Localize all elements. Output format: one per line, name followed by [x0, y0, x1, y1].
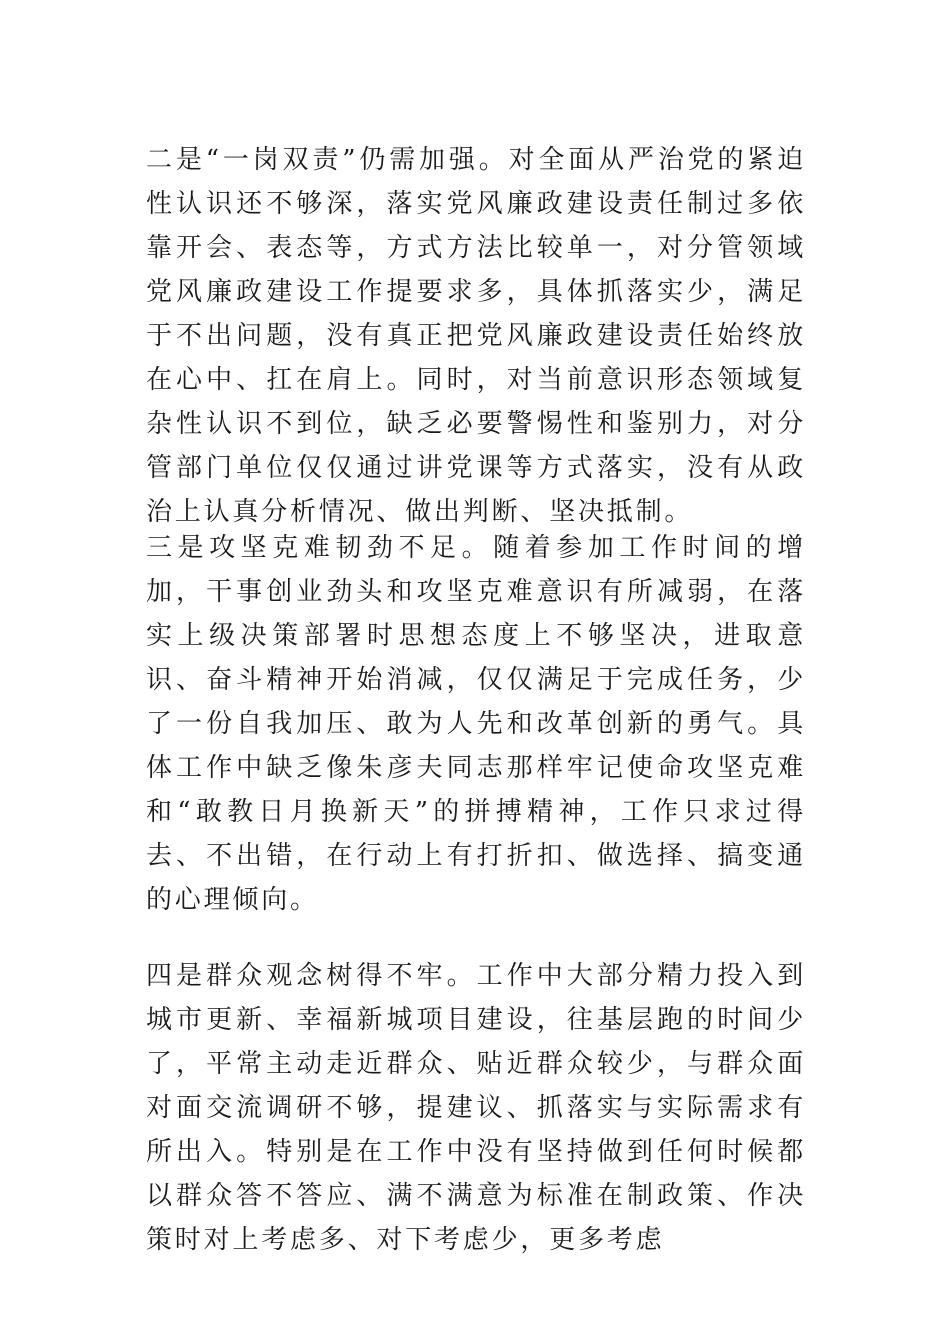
paragraph-gongjian-kenan: 三是攻坚克难韧劲不足。随着参加工作时间的增加，干事创业劲头和攻坚克难意识有所减弱，在落实上级决策部署时思想态度上不够坚决，进取意识、奋斗精神开始消减，仅仅满足于完成任务，少了一份自我加压、敢为人先和改革创新的勇气。具体工作中缺乏像朱彦夫同志那样牢记使命攻坚克难和“敢教日月换新天”的拼搏精神，工作只求过得去、不出错，在行动上有打折扣、做选择、搞变通的心理倾向。 — [146, 533, 806, 915]
paragraph-qunzhong-guannian: 四是群众观念树得不牢。工作中大部分精力投入到城市更新、幸福新城项目建设，往基层跑的时间少了，平常主动走近群众、贴近群众较少，与群众面对面交流调研不够，提建议、抓落实与实际需求有所出入。特别是在工作中没有坚持做到任何时候都以群众答不答应、满不满意为标准在制政策、作决策时对上考虑多、对下考虑少，更多考虑 — [146, 961, 806, 1255]
paragraph-yigang-shuangze: 二是“一岗双责”仍需加强。对全面从严治党的紧迫性认识还不够深，落实党风廉政建设责任制过多依靠开会、表态等，方式方法比较单一，对分管领域党风廉政建设工作提要求多，具体抓落实少，满足于不出问题，没有真正把党风廉政建设责任始终放在心中、扛在肩上。同时，对当前意识形态领域复杂性认识不到位，缺乏必要警惕性和鉴别力，对分管部门单位仅仅通过讲党课等方式落实，没有从政治上认真分析情况、做出判断、坚决抵制。 — [146, 145, 806, 527]
